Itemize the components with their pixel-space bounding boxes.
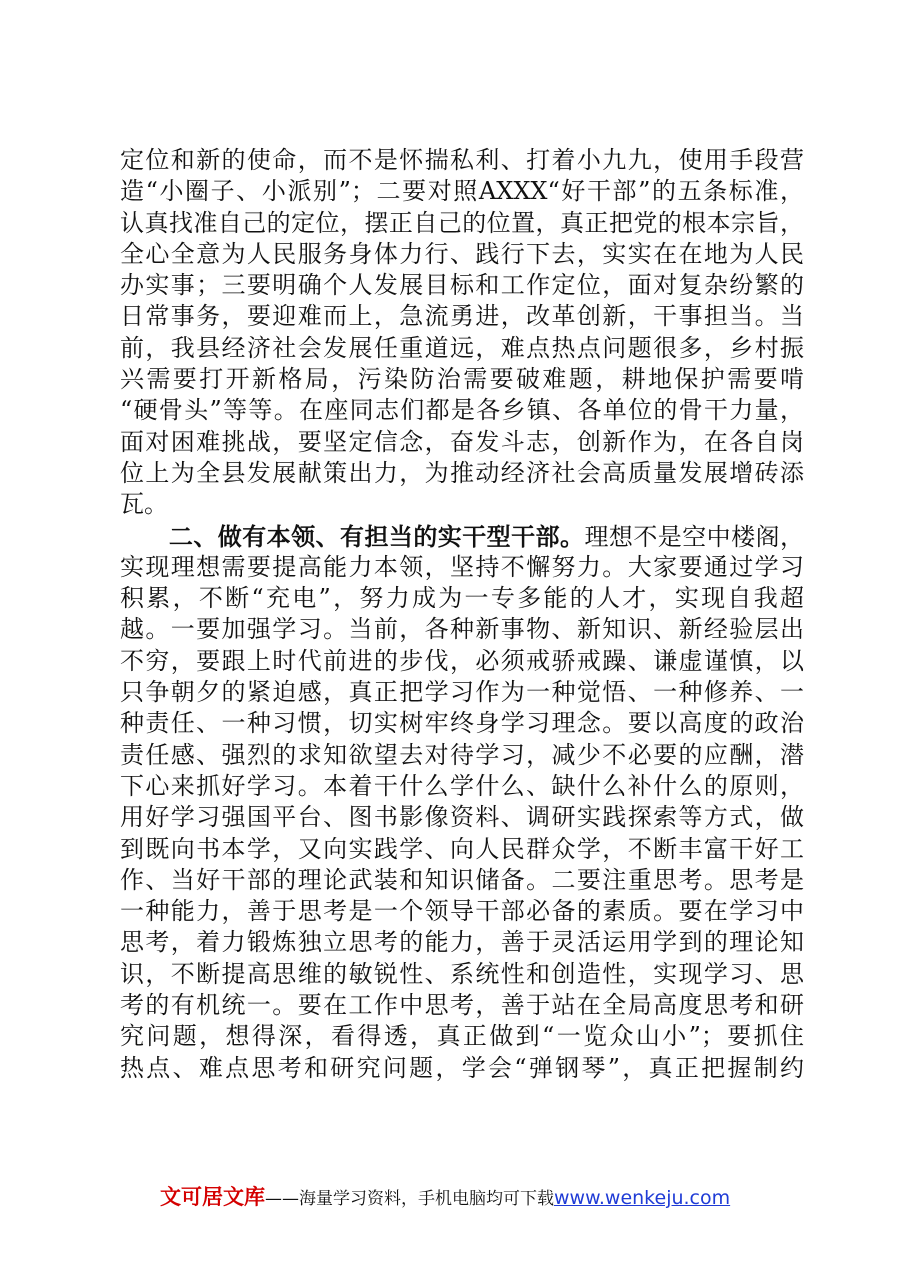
text-line: 种责任、一种习惯，切实树牢终身学习理念。要以高度的政治 <box>120 709 804 738</box>
footer-website-link[interactable]: www.wenkeju.com <box>554 1187 731 1209</box>
text-line: 办实事；三要明确个人发展目标和工作定位，面对复杂纷繁的 <box>120 271 804 300</box>
text-line: 一种能力，善于思考是一个领导干部必备的素质。要在学习中 <box>120 897 804 926</box>
text-line: 面对困难挑战，要坚定信念，奋发斗志，创新作为，在各自岗 <box>120 427 804 456</box>
text-line: 用好学习强国平台、图书影像资料、调研实践探索等方式，做 <box>120 803 804 832</box>
text-line: 识，不断提高思维的敏锐性、系统性和创造性，实现学习、思 <box>120 959 804 988</box>
text-line: 瓦。 <box>120 490 168 519</box>
text-line: 兴需要打开新格局，污染防治需要破难题，耕地保护需要啃 <box>120 365 804 394</box>
section-2-heading: 二、做有本领、有担当的实干型干部。 <box>120 521 585 551</box>
text-line: 作、当好干部的理论武装和知识储备。二要注重思考。思考是 <box>120 865 804 894</box>
text-line: 热点、难点思考和研究问题，学会“弹钢琴”，真正把握制约 <box>120 1053 804 1082</box>
text-line: 究问题，想得深，看得透，真正做到“一览众山小”；要抓住 <box>120 1022 804 1051</box>
text-line: 位上为全县发展献策出力，为推动经济社会高质量发展增砖添 <box>120 458 804 487</box>
text-line: 造“小圈子、小派别”；二要对照AXXX“好干部”的五条标准， <box>120 177 804 206</box>
text-line: 考的有机统一。要在工作中思考，善于站在全局高度思考和研 <box>120 991 804 1020</box>
text-line: 前，我县经济社会发展任重道远，难点热点问题很多，乡村振 <box>120 333 804 362</box>
text-line: 责任感、强烈的求知欲望去对待学习，减少不必要的应酬，潜 <box>120 740 804 769</box>
text-line: 定位和新的使命，而不是怀揣私利、打着小九九，使用手段营 <box>120 146 804 174</box>
text-line: 日常事务，要迎难而上，急流勇进，改革创新，干事担当。当 <box>120 302 804 331</box>
text-line: 积累，不断“充电”，努力成为一专多能的人才，实现自我超 <box>120 584 804 613</box>
document-body <box>120 145 804 1084</box>
text-line: 全心全意为人民服务身体力行、践行下去，实实在在地为人民 <box>120 239 804 268</box>
text-line: 认真找准自己的定位，摆正自己的位置，真正把党的根本宗旨， <box>120 208 804 237</box>
text-line: 到既向书本学，又向实践学、向人民群众学，不断丰富干好工 <box>120 834 804 863</box>
text-line: 不穷，要跟上时代前进的步伐，必须戒骄戒躁、谦虚谨慎，以 <box>120 646 804 675</box>
text-line: 实现理想需要提高能力本领，坚持不懈努力。大家要通过学习 <box>120 552 804 581</box>
text-line: 思考，着力锻炼独立思考的能力，善于灵活运用学到的理论知 <box>120 928 804 957</box>
text-line: 只争朝夕的紧迫感，真正把学习作为一种觉悟、一种修养、一 <box>120 678 804 707</box>
text-line: 越。一要加强学习。当前，各种新事物、新知识、新经验层出 <box>120 615 804 644</box>
section-2-first-line <box>120 521 804 552</box>
footer-tagline: ——海量学习资料，手机电脑均可下载 <box>265 1189 554 1209</box>
section-2-first-line-rest: 理想不是空中楼阁， <box>584 522 805 551</box>
text-line: 下心来抓好学习。本着干什么学什么、缺什么补什么的原则， <box>120 771 804 800</box>
text-line: “硬骨头”等等。在座同志们都是各乡镇、各单位的骨干力量， <box>120 396 804 425</box>
footer-brand: 文可居文库 <box>160 1185 265 1209</box>
footer-banner <box>160 1180 780 1214</box>
